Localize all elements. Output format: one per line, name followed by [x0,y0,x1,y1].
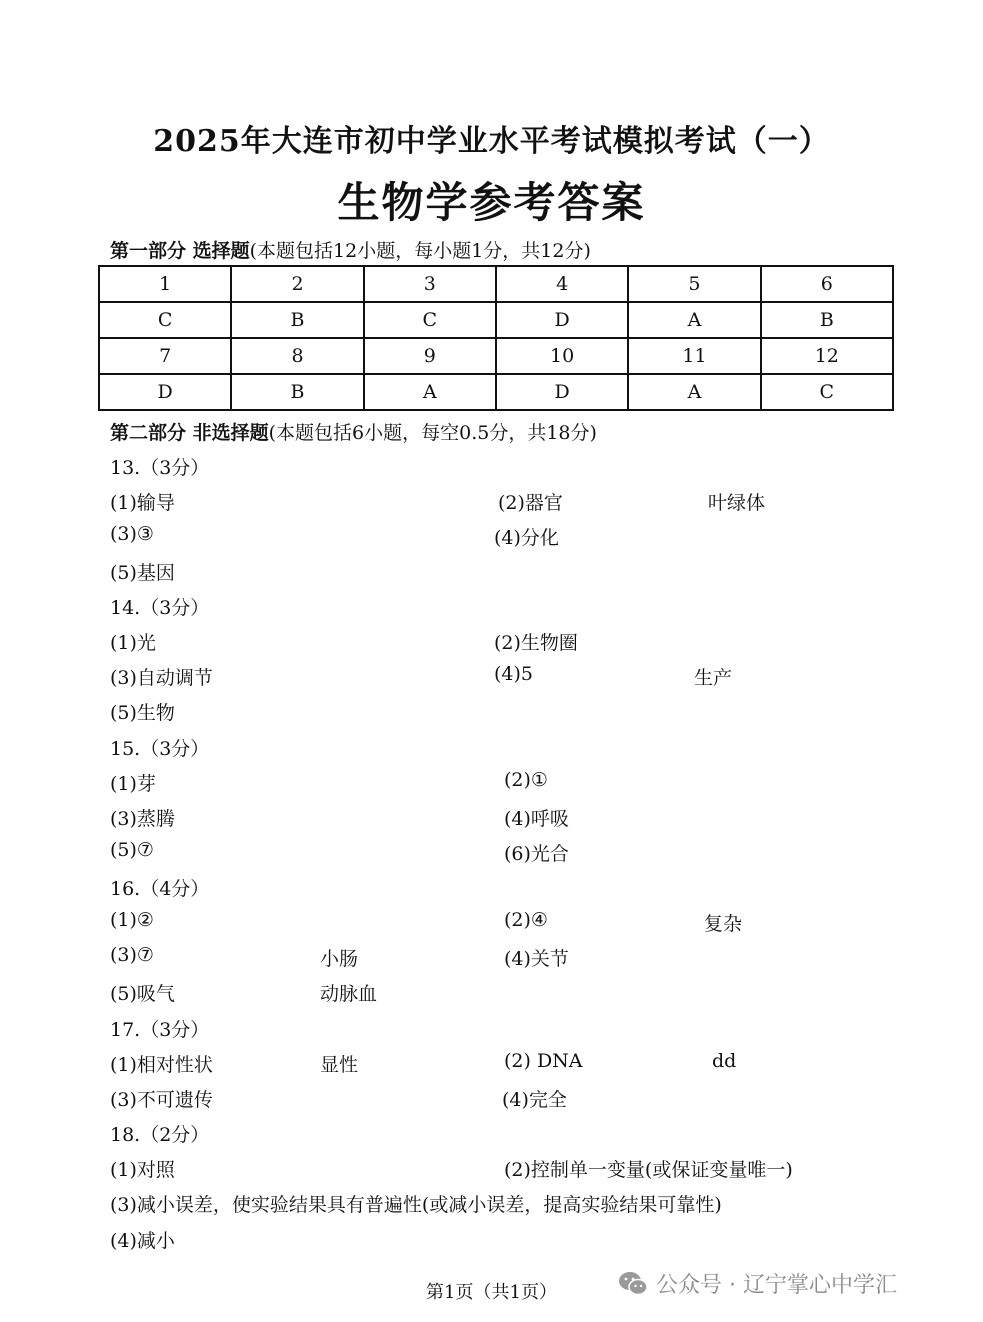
watermark [618,1268,897,1299]
table-cell: A [628,374,760,410]
q15-answer-2: (2)① [504,769,548,791]
q14-answer-2: (2)生物圈 [494,632,578,654]
part2-heading [110,418,597,445]
q13-answer-2b: 叶绿体 [708,492,766,514]
table-cell: 4 [496,266,628,302]
exam-title: 2025年大连市初中学业水平考试模拟考试（一） [153,124,830,159]
q16-answer-4: (4)关节 [504,948,569,970]
q16-answer-3b: 小肠 [320,948,359,970]
table-cell: 3 [364,266,496,302]
q16-answer-5b: 动脉血 [320,983,378,1005]
q13-answer-3: (3)③ [110,523,154,545]
table-cell: 5 [628,266,760,302]
table-cell: B [231,374,363,410]
q16-answer-3: (3)⑦ [110,944,154,966]
q16-answer-2b: 复杂 [704,913,743,935]
table-cell: A [628,302,760,338]
wechat-icon [618,1271,648,1297]
q14-answer-5: (5)生物 [110,702,175,724]
table-cell: D [496,302,628,338]
table-cell: 2 [231,266,363,302]
q17-answer-2b: dd [712,1050,737,1072]
table-cell: B [231,302,363,338]
q15-answer-6: (6)光合 [504,843,569,865]
q15-answer-4: (4)呼吸 [504,808,569,830]
q18-answer-4: (4)减小 [110,1230,175,1252]
q13-answer-2: (2)器官 [498,492,563,514]
q13-header: 13.（3分） [110,457,210,479]
q17-header: 17.（3分） [110,1019,210,1041]
q16-answer-1: (1)② [110,909,154,931]
part1-heading-text: 第一部分 选择题 [110,240,250,262]
part2-note: (本题包括6小题，每空0.5分，共18分) [268,422,597,444]
table-cell: D [99,374,231,410]
table-cell: 1 [99,266,231,302]
table-cell: 11 [628,338,760,374]
q14-header: 14.（3分） [110,597,210,619]
table-cell: 9 [364,338,496,374]
q15-answer-1: (1)芽 [110,773,156,795]
q14-answer-4: (4)5 [494,663,534,685]
q15-answer-5: (5)⑦ [110,839,154,861]
q18-answer-3: (3)减小误差，使实验结果具有普遍性(或减小误差，提高实验结果可靠性) [110,1194,722,1216]
q14-answer-4b: 生产 [694,667,733,689]
table-cell: C [364,302,496,338]
table-row [99,302,893,338]
q15-header: 15.（3分） [110,738,210,760]
watermark-text: 公众号 · 辽宁掌心中学汇 [656,1273,897,1298]
answer-key-title: 生物学参考答案 [337,178,646,227]
table-cell: C [761,374,893,410]
q17-answer-1b: 显性 [320,1054,359,1076]
q13-answer-1: (1)输导 [110,492,175,514]
q16-answer-5: (5)吸气 [110,983,175,1005]
table-row [99,338,893,374]
q15-answer-3: (3)蒸腾 [110,808,175,830]
table-cell: 10 [496,338,628,374]
part1-heading [110,236,591,263]
q18-answer-1: (1)对照 [110,1159,175,1181]
table-cell: 7 [99,338,231,374]
q13-answer-5: (5)基因 [110,562,175,584]
q17-answer-1: (1)相对性状 [110,1054,213,1076]
table-cell: D [496,374,628,410]
q17-answer-3: (3)不可遗传 [110,1089,213,1111]
q16-answer-2: (2)④ [504,909,548,931]
part2-heading-text: 第二部分 非选择题 [110,422,269,444]
table-cell: A [364,374,496,410]
part1-note: (本题包括12小题，每小题1分，共12分) [249,240,591,262]
table-cell: 12 [761,338,893,374]
table-cell: C [99,302,231,338]
table-row [99,266,893,302]
table-row [99,374,893,410]
q16-header: 16.（4分） [110,878,210,900]
q14-answer-3: (3)自动调节 [110,667,213,689]
answer-table [98,265,894,411]
table-cell: 6 [761,266,893,302]
table-cell: B [761,302,893,338]
q13-answer-4: (4)分化 [494,527,559,549]
q18-answer-2: (2)控制单一变量(或保证变量唯一) [504,1159,793,1181]
q18-header: 18.（2分） [110,1124,210,1146]
q17-answer-4: (4)完全 [502,1089,567,1111]
table-cell: 8 [231,338,363,374]
page-footer: 第1页（共1页） [426,1282,557,1303]
q14-answer-1: (1)光 [110,632,156,654]
q17-answer-2: (2) DNA [504,1050,583,1072]
